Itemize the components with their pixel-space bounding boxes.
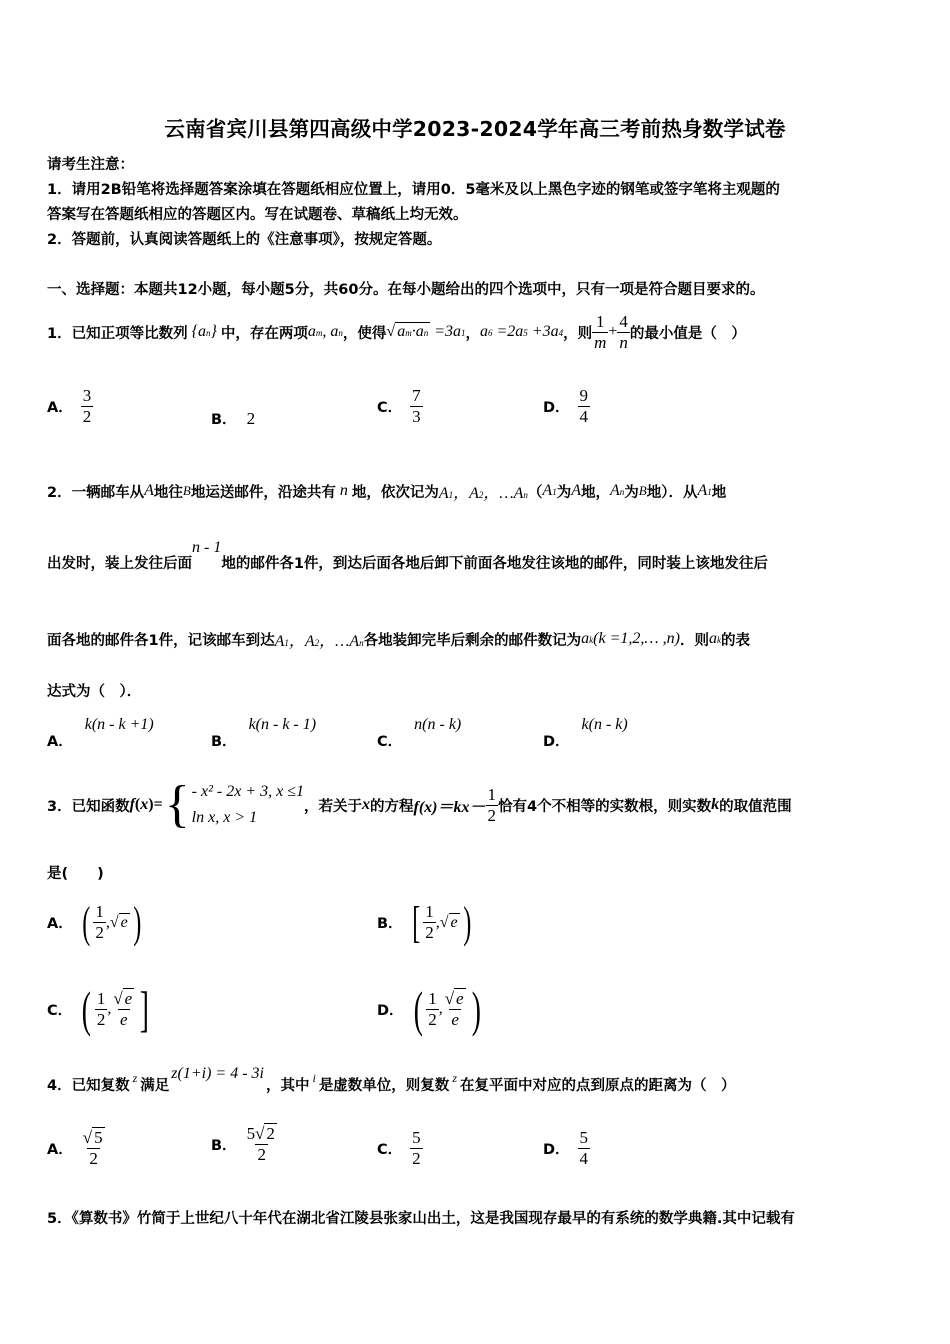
q1-option-a[interactable]: A． $\frac{3}{2}$ bbox=[47, 386, 92, 426]
question-2-line-2: 出发时，装上发往后面 n - 1 地的邮件各1件，到达后面各地后卸下前面各地发往该地的邮件，同时装上该地发往后 bbox=[47, 539, 768, 572]
q3-case-1: - x² - 2x + 3, x ≤1 bbox=[191, 783, 305, 801]
q1-terms: am, an bbox=[307, 323, 343, 340]
q1-option-b[interactable]: B． 2 bbox=[211, 408, 256, 428]
q4-option-d[interactable]: D． $\frac{5}{4}$ bbox=[543, 1128, 589, 1168]
question-4: 4．已知复数 z 满足 z(1+i) = 4 - 3i ，其中 i 是虚数单位，则复数 z 在复平面中对应的点到原点的距离为（ ） bbox=[47, 1065, 736, 1094]
section-heading: 一、选择题：本题共12小题，每小题5分，共60分。在每小题给出的四个选项中，只有一项是符合题目要求的。 bbox=[47, 282, 765, 298]
q1-frac-2: $\frac{4}{n}$ bbox=[619, 311, 628, 352]
q1-option-d[interactable]: D． $\frac{9}{4}$ bbox=[543, 386, 589, 426]
q1-frac-1: $\frac{1}{m}$ bbox=[594, 311, 607, 352]
page-title: 云南省宾川县第四高级中学2023-2024学年高三考前热身数学试卷 bbox=[164, 117, 786, 141]
question-3-tail: 是( ) bbox=[47, 866, 104, 882]
q1-text-4: ， bbox=[465, 325, 480, 342]
q1-option-c[interactable]: C． $\frac{7}{3}$ bbox=[377, 386, 421, 426]
question-1: 1．已知正项等比数列 {an} 中，存在两项 am, an ，使得 √ am·an =3a1 ， a6 =2a5 +3a4 ，则 $\frac{1}{m}$ + $\frac{4}{n}$ 的最小值是（ ） bbox=[47, 311, 746, 352]
q1-cond2: a6 =2a5 +3a4 bbox=[479, 323, 564, 340]
q2-option-a[interactable]: A． k(n - k +1) bbox=[47, 716, 154, 750]
notice-line-1: 1．请用2B铅笔将选择题答案涂填在答题纸相应位置上，请用0．5毫米及以上黑色字迹的钢笔或签字笔将主观题的 bbox=[47, 182, 780, 198]
q4-equation: z(1+i) = 4 - 3i bbox=[171, 1065, 264, 1082]
question-5: 5．《算数书》竹简于上世纪八十年代在湖北省江陵县张家山出土，这是我国现存最早的有系统的数学典籍.其中记载有 bbox=[47, 1211, 795, 1227]
q2-option-d[interactable]: D． k(n - k) bbox=[543, 716, 628, 750]
q1-cond1: √ am·an =3a1 bbox=[386, 323, 466, 340]
question-3: 3．已知函数 f ( x )= { - x² - 2x + 3, x ≤1 ln x, x > 1 ，若关于 x 的方程 f(x)＝kx－ $\frac{1}{2}$ 恰有4个不相等的实数根，则实数 k 的取值范围 bbox=[47, 776, 792, 833]
q1-text-1: 1．已知正项等比数列 bbox=[47, 325, 188, 342]
q3-option-c[interactable]: C． ( $\frac{1}{2}$ , $\frac{√ e}{e}$ ] bbox=[47, 981, 150, 1037]
q3-case-2: ln x, x > 1 bbox=[191, 809, 258, 826]
notice-line-2: 答案写在答题纸相应的答题区内。写在试题卷、草稿纸上均无效。 bbox=[47, 207, 468, 223]
q3-option-a[interactable]: A． ( $\frac{1}{2}$ , √ e ) bbox=[47, 898, 142, 947]
q1-seq: {an} bbox=[187, 323, 221, 340]
q1-text-5: ，则 bbox=[563, 325, 593, 342]
q3-option-b[interactable]: B． [ $\frac{1}{2}$ , √ e ) bbox=[377, 898, 471, 947]
q1-text-6: 的最小值是（ ） bbox=[629, 325, 746, 342]
notice-heading: 请考生注意： bbox=[47, 157, 134, 173]
q1-text-2: 中，存在两项 bbox=[220, 325, 308, 342]
q4-option-c[interactable]: C． $\frac{5}{2}$ bbox=[377, 1128, 421, 1168]
question-2-line-3: 面各地的邮件各1件，记该邮车到达 A1，A2，…An 各地装卸完毕后剩余的邮件数记为 ak(k =1,2,… ,n) ．则 ak 的表 bbox=[47, 630, 750, 650]
q4-option-b[interactable]: B． $\frac{5√ 2}{2}$ bbox=[211, 1124, 275, 1164]
q3-option-d[interactable]: D． ( $\frac{1}{2}$ , $\frac{√ e}{e}$ ) bbox=[377, 981, 481, 1037]
q1-text-3: ，使得 bbox=[342, 325, 387, 342]
notice-line-3: 2．答题前，认真阅读答题纸上的《注意事项》，按规定答题。 bbox=[47, 232, 442, 248]
q2-option-b[interactable]: B． k(n - k - 1) bbox=[211, 716, 317, 750]
q2-option-c[interactable]: C． n(n - k) bbox=[377, 716, 462, 750]
question-2-line-4: 达式为（ ）． bbox=[47, 684, 142, 700]
q4-option-a[interactable]: A． $\frac{√ 5}{2}$ bbox=[47, 1128, 103, 1168]
question-2-line-1: 2．一辆邮车从 A 地往 B 地运送邮件，沿途共有 n 地，依次记为 A1，A2，…An （ A1 为 A 地， An 为 B 地）．从 A1 地 bbox=[47, 482, 727, 502]
